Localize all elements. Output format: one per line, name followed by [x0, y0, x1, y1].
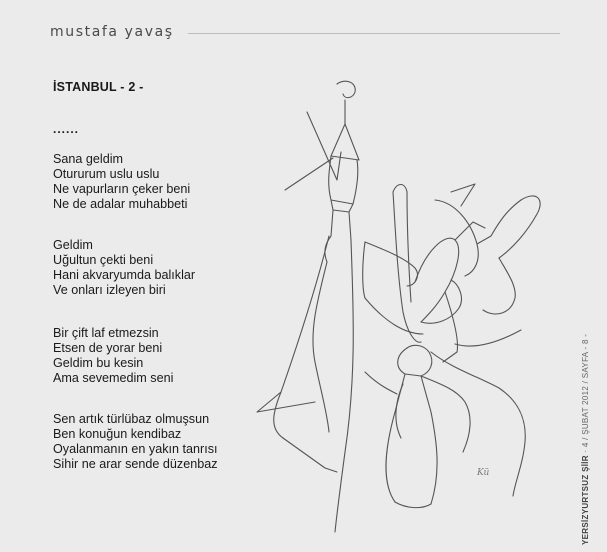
stanza-3	[53, 326, 173, 386]
stanza-1	[53, 152, 190, 212]
stanza-4	[53, 412, 218, 472]
poem-line: Oyalanmanın en yakın tanrısı	[53, 442, 218, 456]
poem-line: Sen artık türlübaz olmuşsun	[53, 412, 210, 426]
magazine-name: YERSİZYURTSUZ ŞİİR	[581, 455, 590, 545]
poem-line: Ne vapurların çeker beni	[53, 182, 191, 196]
poem-line: Uğultun çekti beni	[53, 253, 154, 267]
page-number: SAYFA - 8 -	[581, 333, 590, 379]
poem-line: Otururum uslu uslu	[53, 167, 160, 181]
poem-line: Geldim	[53, 238, 93, 252]
header-rule	[188, 33, 560, 34]
poem-ellipsis: ......	[53, 122, 80, 136]
poem-line: Bir çift laf etmezsin	[53, 326, 159, 340]
poem-line: Ne de adalar muhabbeti	[53, 197, 188, 211]
issue-date: ŞUBAT 2012	[581, 385, 590, 435]
stanza-2	[53, 238, 195, 298]
page-footer	[581, 334, 590, 545]
artist-signature: Kü	[477, 468, 490, 478]
poem-line: Ben konuğun kendibaz	[53, 427, 182, 441]
poem-line: Etsen de yorar beni	[53, 341, 163, 355]
poem-line: Sihir ne arar sende düzenbaz	[53, 457, 218, 471]
poem-title: İSTANBUL - 2 -	[53, 80, 144, 94]
author-name: mustafa yavaş	[50, 24, 174, 40]
poem-line: Geldim bu kesin	[53, 356, 144, 370]
poem-line: Ama sevemedim seni	[53, 371, 174, 385]
poem-line: Ve onları izleyen biri	[53, 283, 166, 297]
poem-line: Hani akvaryumda balıklar	[53, 268, 196, 282]
footer-separator: /	[581, 380, 590, 384]
issue-number: · 4 /	[581, 437, 590, 453]
line-art-illustration	[245, 72, 565, 542]
poem-line: Sana geldim	[53, 152, 124, 166]
